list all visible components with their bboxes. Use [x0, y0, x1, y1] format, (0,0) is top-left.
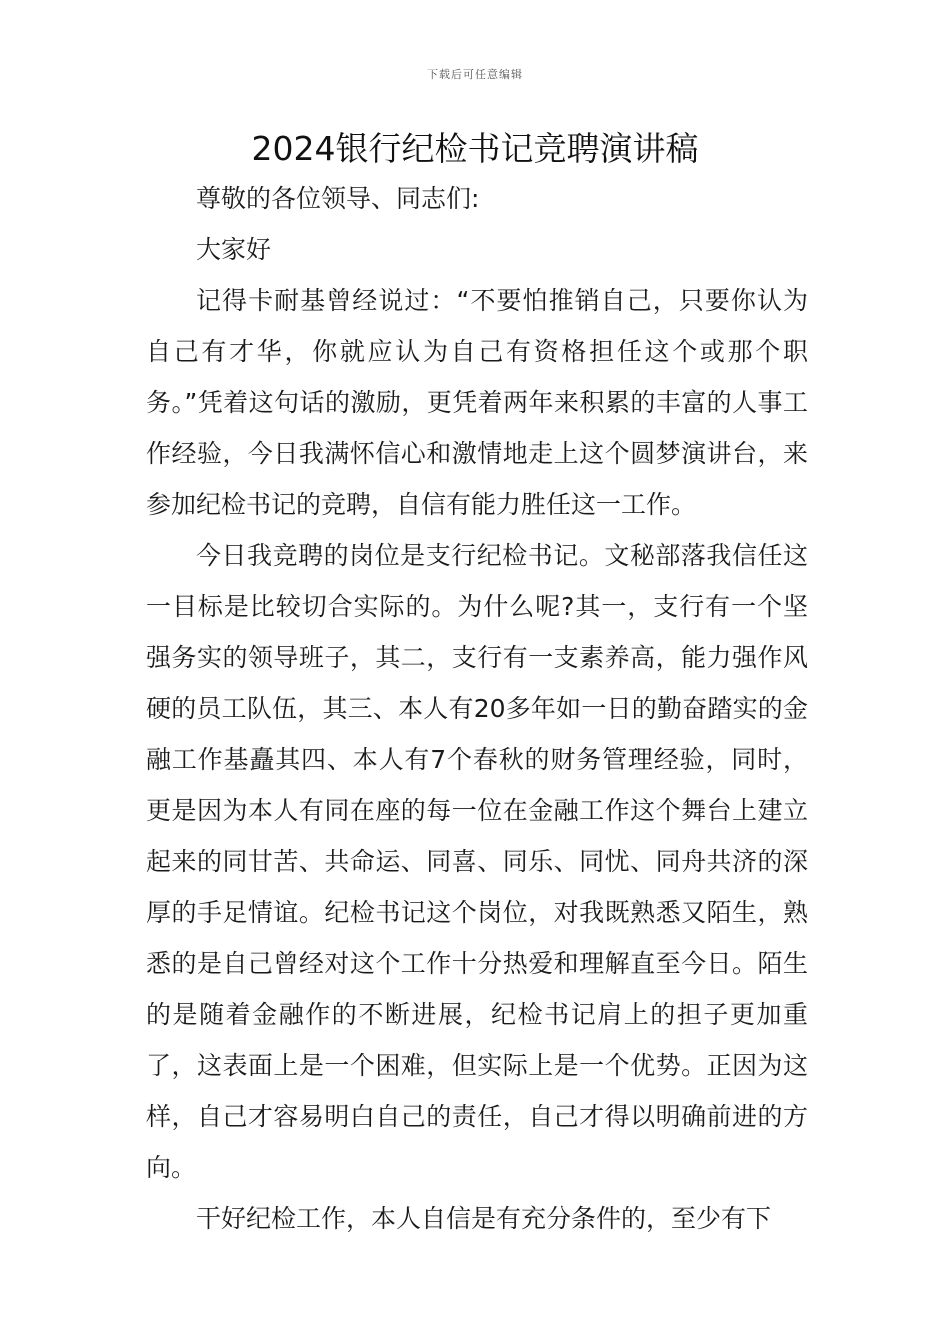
- salutation: 尊敬的各位领导、同志们:: [196, 184, 480, 213]
- body-paragraph-1: 记得卡耐基曾经说过：“不要怕推销自己，只要你认为自己有才华，你就应认为自己有资格担任这个或那个职务。”凭着这句话的激励，更凭着两年来积累的丰富的人事工作经验，今日我满怀信心和激情地走上这个圆梦演讲台，来参加纪检书记的竞聘，自信有能力胜任这一工作。: [146, 286, 808, 519]
- document-title: 2024银行纪检书记竞聘演讲稿: [251, 129, 699, 168]
- body-paragraph-2: 今日我竞聘的岗位是支行纪检书记。文秘部落我信任这一目标是比较切合实际的。为什么呢?其一，支行有一个坚强务实的领导班子，其二，支行有一支素养高，能力强作风硬的员工队伍，其三、本人有20多年如一日的勤奋踏实的金融工作基矗其四、本人有7个春秋的财务管理经验，同时，更是因为本人有同在座的每一位在金融工作这个舞台上建立起来的同甘苦、共命运、同喜、同乐、同忧、同舟共济的深厚的手足情谊。纪检书记这个岗位，对我既熟悉又陌生，熟悉的是自己曾经对这个工作十分热爱和理解直至今日。陌生的是随着金融作的不断进展，纪检书记肩上的担子更加重了，这表面上是一个困难，但实际上是一个优势。正因为这样，自己才容易明白自己的责任，自己才得以明确前进的方向。: [146, 541, 808, 1182]
- greeting: 大家好: [196, 235, 272, 264]
- header-note: 下载后可任意编辑: [427, 68, 523, 81]
- document-body: [146, 173, 808, 1244]
- body-paragraph-3: 干好纪检工作，本人自信是有充分条件的，至少有下: [196, 1204, 772, 1233]
